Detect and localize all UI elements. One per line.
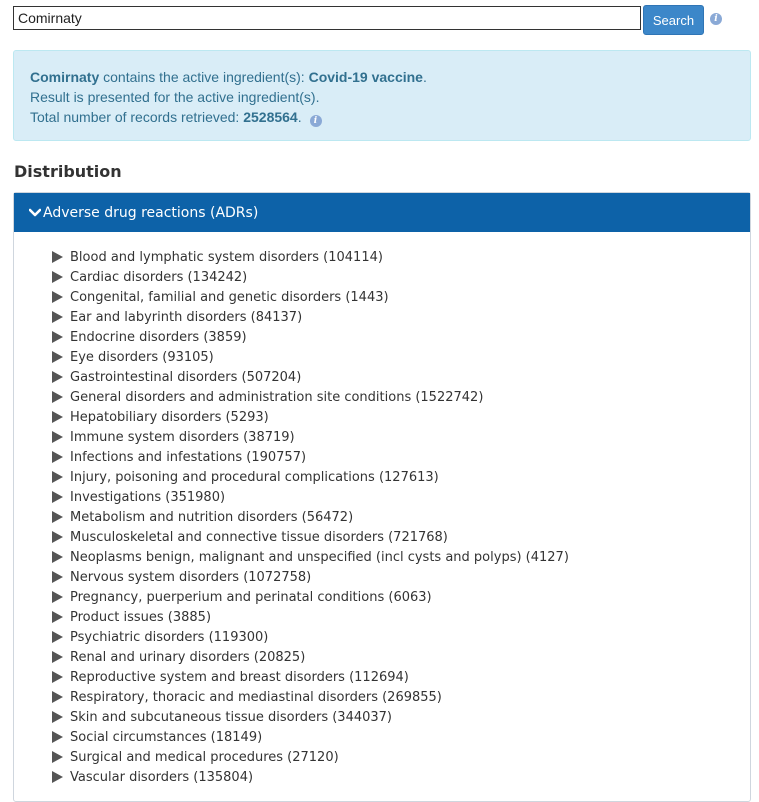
list-item-label: Skin and subcutaneous tissue disorders (344037)	[70, 709, 393, 725]
triangle-right-icon	[51, 711, 64, 723]
list-item-label: Nervous system disorders (1072758)	[70, 569, 312, 585]
adr-category-list	[14, 232, 750, 787]
product-name: Comirnaty	[30, 69, 100, 85]
search-bar	[13, 5, 753, 35]
search-input[interactable]	[13, 6, 641, 30]
list-item-label: Blood and lymphatic system disorders (104114)	[70, 249, 383, 265]
info-icon[interactable]: i	[710, 13, 722, 25]
adr-panel	[13, 192, 751, 802]
triangle-right-icon	[51, 371, 64, 383]
list-item[interactable]	[51, 667, 750, 687]
list-item-label: Infections and infestations (190757)	[70, 449, 307, 465]
adr-panel-title: Adverse drug reactions (ADRs)	[43, 204, 259, 221]
triangle-right-icon	[51, 551, 64, 563]
triangle-right-icon	[51, 631, 64, 643]
list-item[interactable]	[51, 247, 750, 267]
triangle-right-icon	[51, 471, 64, 483]
list-item-label: Product issues (3885)	[70, 609, 212, 625]
triangle-right-icon	[51, 411, 64, 423]
list-item[interactable]	[51, 267, 750, 287]
triangle-right-icon	[51, 531, 64, 543]
triangle-right-icon	[51, 611, 64, 623]
list-item[interactable]	[51, 427, 750, 447]
list-item[interactable]	[51, 287, 750, 307]
triangle-right-icon	[51, 571, 64, 583]
list-item[interactable]	[51, 627, 750, 647]
list-item-label: Metabolism and nutrition disorders (56472)	[70, 509, 354, 525]
alert-line-1: Comirnaty contains the active ingredient(s): Covid-19 vaccine.	[30, 69, 427, 85]
list-item-label: Reproductive system and breast disorders (112694)	[70, 669, 409, 685]
list-item[interactable]	[51, 327, 750, 347]
ingredient-name: Covid-19 vaccine	[308, 69, 423, 85]
triangle-right-icon	[51, 491, 64, 503]
list-item-label: Congenital, familial and genetic disorders (1443)	[70, 289, 389, 305]
list-item[interactable]	[51, 607, 750, 627]
list-item[interactable]	[51, 387, 750, 407]
triangle-right-icon	[51, 451, 64, 463]
triangle-right-icon	[51, 651, 64, 663]
list-item-label: Respiratory, thoracic and mediastinal disorders (269855)	[70, 689, 442, 705]
list-item-label: Gastrointestinal disorders (507204)	[70, 369, 302, 385]
list-item[interactable]	[51, 527, 750, 547]
list-item-label: General disorders and administration site conditions (1522742)	[70, 389, 484, 405]
list-item[interactable]	[51, 707, 750, 727]
list-item-label: Endocrine disorders (3859)	[70, 329, 247, 345]
triangle-right-icon	[51, 431, 64, 443]
list-item-label: Eye disorders (93105)	[70, 349, 214, 365]
triangle-right-icon	[51, 391, 64, 403]
list-item[interactable]	[51, 307, 750, 327]
list-item[interactable]	[51, 487, 750, 507]
list-item-label: Neoplasms benign, malignant and unspecified (incl cysts and polyps) (4127)	[70, 549, 569, 565]
list-item[interactable]	[51, 727, 750, 747]
list-item-label: Pregnancy, puerperium and perinatal conditions (6063)	[70, 589, 432, 605]
triangle-right-icon	[51, 771, 64, 783]
triangle-right-icon	[51, 291, 64, 303]
list-item-label: Musculoskeletal and connective tissue disorders (721768)	[70, 529, 448, 545]
list-item-label: Investigations (351980)	[70, 489, 226, 505]
list-item-label: Injury, poisoning and procedural complications (127613)	[70, 469, 439, 485]
alert-line-2: Result is presented for the active ingredient(s).	[30, 89, 320, 105]
records-label: Total number of records retrieved:	[30, 109, 240, 125]
list-item[interactable]	[51, 507, 750, 527]
triangle-right-icon	[51, 751, 64, 763]
triangle-right-icon	[51, 671, 64, 683]
list-item[interactable]	[51, 567, 750, 587]
list-item-label: Social circumstances (18149)	[70, 729, 263, 745]
records-count: 2528564	[243, 109, 298, 125]
triangle-right-icon	[51, 351, 64, 363]
triangle-right-icon	[51, 691, 64, 703]
list-item[interactable]	[51, 767, 750, 787]
contains-text: contains the active ingredient(s):	[103, 69, 305, 85]
triangle-right-icon	[51, 331, 64, 343]
list-item-label: Vascular disorders (135804)	[70, 769, 254, 785]
triangle-right-icon	[51, 731, 64, 743]
list-item-label: Psychiatric disorders (119300)	[70, 629, 269, 645]
list-item[interactable]	[51, 747, 750, 767]
list-item-label: Ear and labyrinth disorders (84137)	[70, 309, 303, 325]
info-icon[interactable]: i	[310, 115, 322, 127]
list-item[interactable]	[51, 367, 750, 387]
list-item-label: Cardiac disorders (134242)	[70, 269, 248, 285]
list-item[interactable]	[51, 407, 750, 427]
list-item-label: Hepatobiliary disorders (5293)	[70, 409, 269, 425]
list-item[interactable]	[51, 687, 750, 707]
list-item[interactable]	[51, 447, 750, 467]
list-item[interactable]	[51, 587, 750, 607]
list-item[interactable]	[51, 347, 750, 367]
list-item[interactable]	[51, 547, 750, 567]
search-button[interactable]: Search	[643, 5, 704, 35]
section-title: Distribution	[14, 162, 122, 181]
list-item[interactable]	[51, 647, 750, 667]
list-item-label: Immune system disorders (38719)	[70, 429, 295, 445]
triangle-right-icon	[51, 251, 64, 263]
triangle-right-icon	[51, 511, 64, 523]
list-item-label: Renal and urinary disorders (20825)	[70, 649, 306, 665]
list-item[interactable]	[51, 467, 750, 487]
chevron-down-icon	[29, 208, 41, 218]
triangle-right-icon	[51, 311, 64, 323]
triangle-right-icon	[51, 271, 64, 283]
triangle-right-icon	[51, 591, 64, 603]
result-info-alert	[13, 50, 751, 141]
alert-line-3: Total number of records retrieved: 2528564. i	[30, 107, 734, 127]
adr-panel-header[interactable]	[14, 193, 750, 232]
list-item-label: Surgical and medical procedures (27120)	[70, 749, 339, 765]
